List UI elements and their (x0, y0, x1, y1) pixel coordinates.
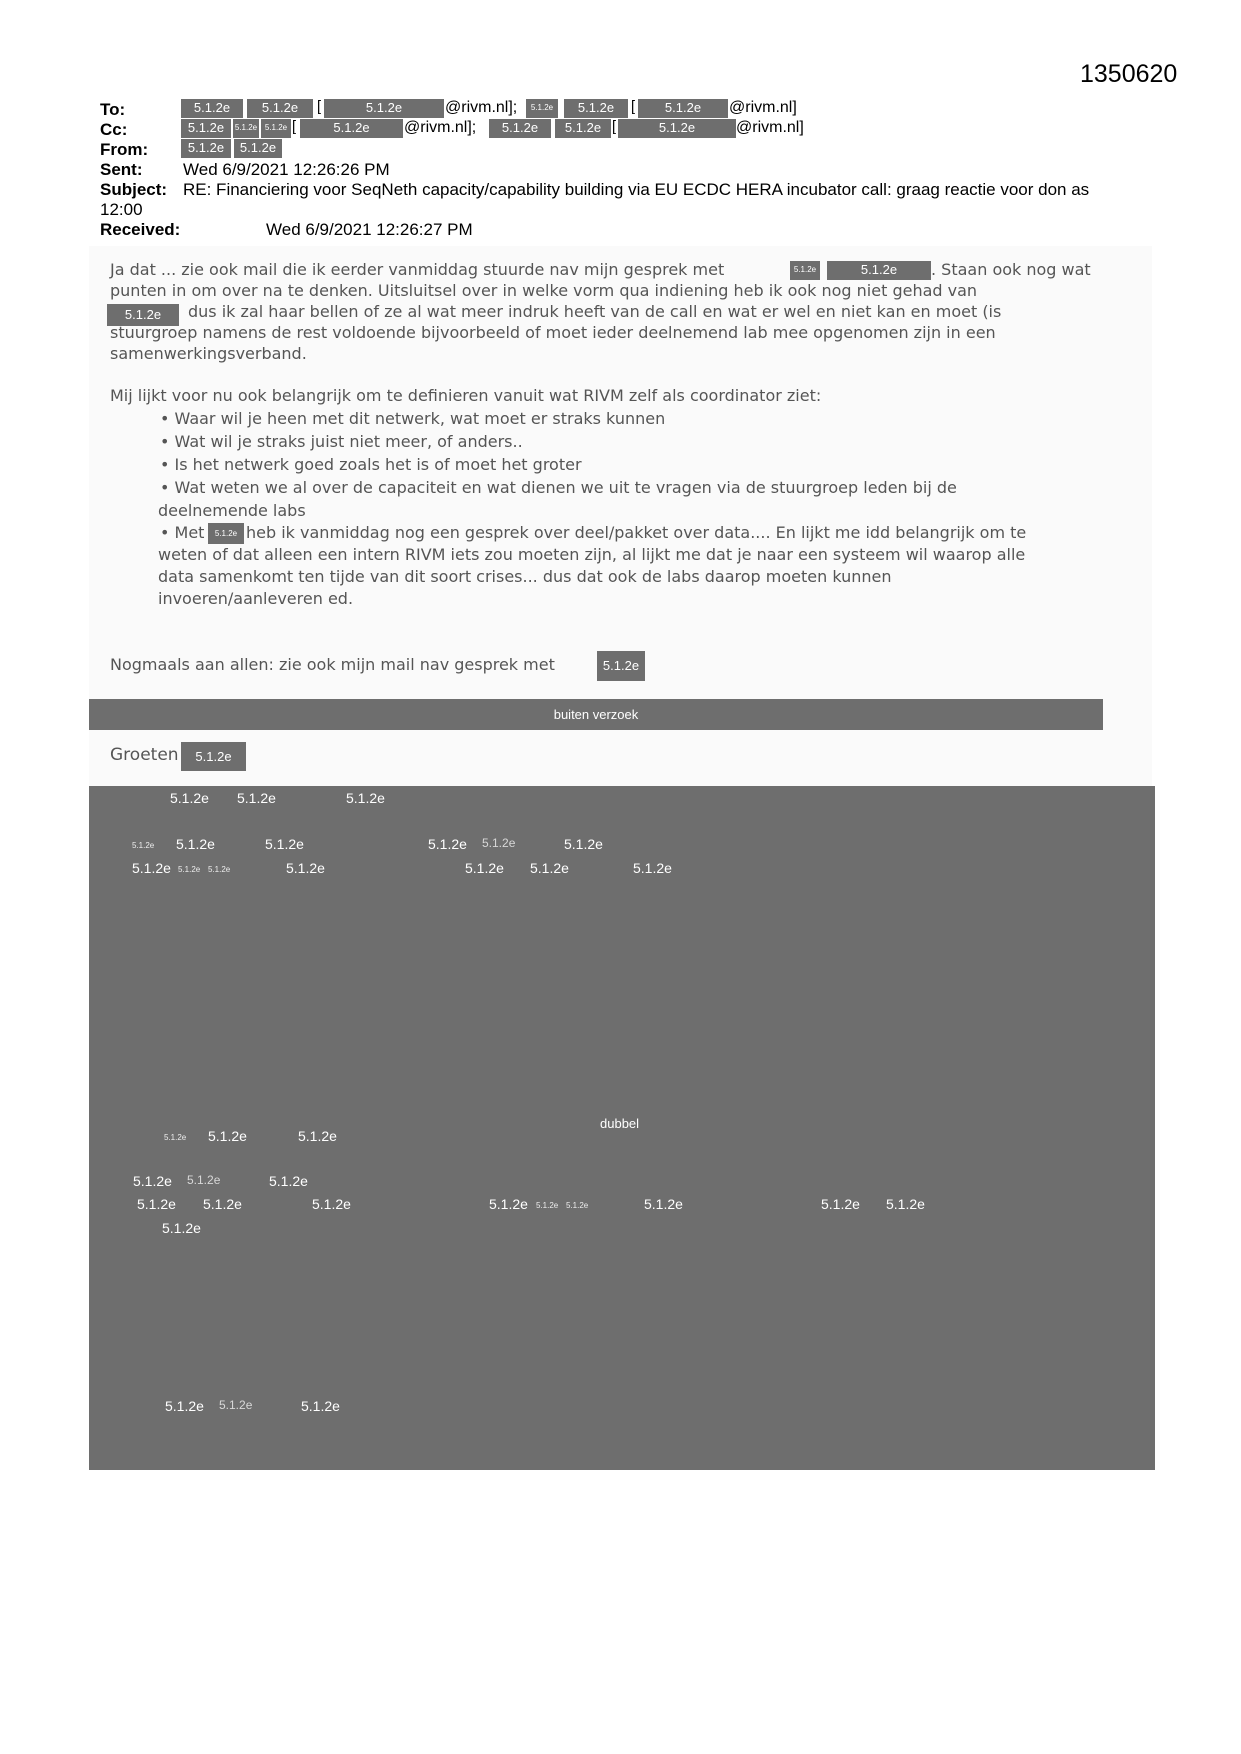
to-domain-1: @rivm.nl]; (445, 99, 518, 116)
redaction-label: 5.1.2e (165, 1398, 204, 1414)
sent-label: Sent: (100, 160, 143, 179)
cc-label: Cc: (100, 120, 128, 139)
redaction-box: 5.1.2e (300, 119, 403, 138)
redaction-label: 5.1.2e (886, 1196, 925, 1212)
body-line: stuurgroep namens de rest voldoende bijvoorbeeld of moet ieder deelnemend lab mee opgenomen zijn in een (110, 323, 996, 342)
to-label: To: (100, 100, 126, 119)
subject-continuation: 12:00 (100, 200, 143, 219)
redaction-label: 5.1.2e (132, 841, 155, 850)
redaction-box: 5.1.2e (597, 651, 645, 681)
redaction-label: 5.1.2e (133, 1173, 172, 1189)
redaction-box: 5.1.2e (181, 99, 243, 118)
redaction-box: 5.1.2e (790, 261, 820, 280)
redaction-label: 5.1.2e (164, 1133, 187, 1142)
bullet-item: • Waar wil je heen met dit netwerk, wat moet er straks kunnen (160, 409, 666, 428)
document-number: 1350620 (1080, 60, 1178, 88)
bullet-item: • Wat weten we al over de capaciteit en wat dienen we uit te vragen via de stuurgroep leden bij de (160, 478, 957, 497)
redaction-label: 5.1.2e (286, 860, 325, 876)
sent-row (100, 160, 390, 180)
redaction-label: 5.1.2e (269, 1173, 308, 1189)
received-value: Wed 6/9/2021 12:26:27 PM (266, 220, 473, 239)
to-row (100, 100, 125, 120)
bullet-item: data samenkomt ten tijde van dit soort crises... dus dat ook de labs daarop moeten kunnen (158, 567, 892, 586)
sent-value: Wed 6/9/2021 12:26:26 PM (183, 160, 390, 179)
from-row (100, 140, 148, 160)
redaction-box: 5.1.2e (107, 304, 179, 326)
redaction-label: 5.1.2e (132, 860, 171, 876)
from-label: From: (100, 140, 149, 159)
redaction-box: 5.1.2e (181, 139, 231, 158)
redaction-label: 5.1.2e (566, 1201, 589, 1210)
redaction-label: 5.1.2e (178, 865, 201, 874)
subject-row (100, 180, 1089, 200)
redaction-box: 5.1.2e (526, 99, 558, 118)
redaction-label: 5.1.2e (428, 836, 467, 852)
received-row (100, 220, 473, 240)
redaction-label: 5.1.2e (301, 1398, 340, 1414)
bullet-item: heb ik vanmiddag nog een gesprek over deel/pakket over data.... En lijkt me idd belangrijk om te (246, 523, 1027, 542)
bullet-item: deelnemende labs (158, 501, 306, 520)
bracket: [ (317, 99, 322, 115)
redaction-box: 5.1.2e (324, 99, 444, 118)
body-line: . Staan ook nog wat (931, 260, 1091, 279)
subject-label: Subject: (100, 180, 168, 199)
redaction-box: 5.1.2e (261, 119, 291, 138)
redaction-bar-buiten-verzoek: buiten verzoek (89, 699, 1103, 730)
redaction-label: 5.1.2e (312, 1196, 351, 1212)
body-line: samenwerkingsverband. (110, 344, 307, 363)
redaction-label: 5.1.2e (203, 1196, 242, 1212)
subject-value: RE: Financiering voor SeqNeth capacity/capability building via EU ECDC HERA incubator call: graag reactie voor don as (183, 180, 1090, 199)
bracket: [ (612, 119, 617, 135)
cc-domain-1: @rivm.nl]; (404, 119, 477, 136)
greeting: Groeten (110, 745, 179, 765)
redaction-box: 5.1.2e (208, 523, 244, 544)
redaction-label: 5.1.2e (644, 1196, 683, 1212)
redaction-box: 5.1.2e (489, 119, 551, 138)
redaction-label: 5.1.2e (489, 1196, 528, 1212)
redaction-label: 5.1.2e (208, 865, 231, 874)
redaction-label: 5.1.2e (821, 1196, 860, 1212)
redaction-label: 5.1.2e (162, 1220, 201, 1236)
redaction-label: 5.1.2e (346, 790, 385, 806)
redaction-label: 5.1.2e (265, 836, 304, 852)
redaction-label: 5.1.2e (208, 1128, 247, 1144)
bullet-item: • Met (160, 523, 205, 542)
body-line: punten in om over na te denken. Uitsluitsel over in welke vorm qua indiening heb ik ook nog niet gehad van (110, 281, 978, 300)
redaction-box: 5.1.2e (564, 99, 628, 118)
bullet-item: invoeren/aanleveren ed. (158, 589, 354, 608)
redaction-box: 5.1.2e (233, 119, 259, 138)
redaction-box: 5.1.2e (638, 99, 728, 118)
body-line: Mij lijkt voor nu ook belangrijk om te definieren vanuit wat RIVM zelf als coordinator ziet: (110, 386, 822, 405)
redaction-box: 5.1.2e (234, 139, 282, 158)
bullet-item: • Wat wil je straks juist niet meer, of anders.. (160, 432, 523, 451)
redaction-label: 5.1.2e (170, 790, 209, 806)
redaction-label: 5.1.2e (530, 860, 569, 876)
redaction-box: 5.1.2e (618, 119, 736, 138)
redaction-box: 5.1.2e (827, 261, 931, 280)
redaction-label: 5.1.2e (298, 1128, 337, 1144)
redaction-box: 5.1.2e (247, 99, 313, 118)
received-label: Received: (100, 220, 181, 239)
bullet-item: • Is het netwerk goed zoals het is of moet het groter (160, 455, 582, 474)
dubbel-label: dubbel (600, 1116, 640, 1131)
redaction-label: 5.1.2e (176, 836, 215, 852)
body-line: Nogmaals aan allen: zie ook mijn mail nav gesprek met (110, 655, 555, 674)
redaction-label: 5.1.2e (482, 836, 516, 850)
to-domain-2: @rivm.nl] (729, 99, 797, 116)
redaction-label: 5.1.2e (564, 836, 603, 852)
bracket: [ (631, 99, 636, 115)
redaction-label: 5.1.2e (219, 1398, 253, 1412)
cc-domain-2: @rivm.nl] (736, 119, 804, 136)
redaction-box: 5.1.2e (181, 119, 231, 138)
redaction-label: 5.1.2e (137, 1196, 176, 1212)
redaction-box: 5.1.2e (555, 119, 611, 138)
body-line: Ja dat ... zie ook mail die ik eerder vanmiddag stuurde nav mijn gesprek met (110, 260, 725, 279)
cc-row (100, 120, 127, 140)
bullet-item: weten of dat alleen een intern RIVM iets zou moeten zijn, al lijkt me dat je naar een systeem wil waarop alle (158, 545, 1026, 564)
redaction-label: 5.1.2e (237, 790, 276, 806)
redaction-label: 5.1.2e (187, 1173, 221, 1187)
body-line: dus ik zal haar bellen of ze al wat meer indruk heeft van de call en wat er wel en niet kan en moet (is (188, 302, 1002, 321)
redaction-box: 5.1.2e (181, 742, 246, 771)
bracket: [ (292, 119, 297, 135)
redaction-label: 5.1.2e (536, 1201, 559, 1210)
redaction-label: 5.1.2e (633, 860, 672, 876)
redaction-label: 5.1.2e (465, 860, 504, 876)
